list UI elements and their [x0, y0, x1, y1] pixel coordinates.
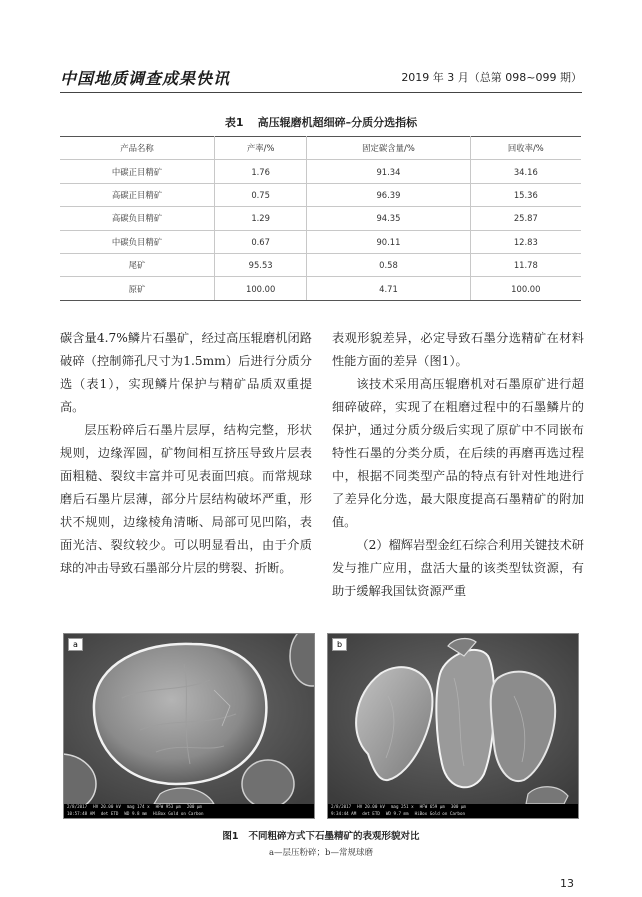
table-row [60, 230, 581, 253]
table-cell: 高碳负目精矿 [60, 207, 215, 230]
body-paragraph: （2）榴辉岩型金红石综合利用关键技术研发与推广应用，盘活大量的该类型钛资源，有助于缓解我国钛资源严重 [332, 538, 584, 598]
table-cell: 34.16 [470, 160, 581, 183]
figure-caption [0, 828, 642, 842]
table-cell: 11.78 [470, 253, 581, 276]
sem-hfw: HFW 953 μm [155, 804, 181, 809]
right-column [332, 327, 584, 603]
sem-scale: 300 μm [450, 804, 466, 809]
sem-scale: 200 μm [186, 804, 202, 809]
sem-time: 10:57:48 AM [67, 810, 95, 816]
table-cell: 95.53 [215, 253, 307, 276]
table-cell: 0.75 [215, 183, 307, 206]
table-cell: 90.11 [307, 230, 470, 253]
table-row [60, 253, 581, 276]
table-row [60, 277, 581, 300]
table-row [60, 183, 581, 206]
sem-image-b [327, 633, 579, 819]
sem-mag: mag 251 x [390, 804, 414, 809]
sem-date: 2/8/2017 [331, 804, 352, 809]
table-cell: 1.76 [215, 160, 307, 183]
table-cell: 0.67 [215, 230, 307, 253]
table-cell: 原矿 [60, 277, 215, 300]
panel-label-b: b [332, 638, 347, 651]
table-header-row [60, 137, 581, 160]
graphite-flake-image-a [64, 634, 314, 804]
table-cell: 0.58 [307, 253, 470, 276]
table-cell: 100.00 [215, 277, 307, 300]
header-rule [60, 92, 582, 93]
figure-number: 图1 [222, 831, 239, 842]
figure-subcaption: a—层压粉碎；b—常规球磨 [268, 848, 373, 858]
table-cell: 94.35 [307, 207, 470, 230]
sem-hv: HV 20.00 kV [93, 804, 121, 809]
body-paragraph: 层压粉碎后石墨片层厚，结构完整，形状规则，边缘浑圆，矿物间相互挤压导致片层表面粗糙、裂纹丰富并可见表面凹痕。而常规球磨后石墨片层薄，部分片层结构破坏严重，形状不规则，边缘棱角清晰、局部可见凹陷，表面光洁、裂纹较少。可以明显看出，由于介质球的冲击导致石墨部分片层的劈裂、折断。 [60, 423, 312, 575]
left-column [60, 327, 312, 580]
sem-image-a [63, 633, 315, 819]
sem-info-bar-a [64, 804, 314, 818]
column-header: 固定碳含量/% [307, 137, 470, 160]
sem-time: 9:34:44 AM [331, 810, 357, 816]
sem-sample: HiBox Gold on Carbon [153, 810, 204, 816]
sem-mag: mag 174 x [126, 804, 150, 809]
table-row [60, 160, 581, 183]
table-cell: 中碳负目精矿 [60, 230, 215, 253]
sem-wd: WD 9.8 mm [124, 810, 148, 816]
graphite-flake-image-b [328, 634, 578, 804]
table-cell: 100.00 [470, 277, 581, 300]
column-header: 回收率/% [470, 137, 581, 160]
table-cell: 4.71 [307, 277, 470, 300]
sem-det: det ETD [100, 810, 119, 816]
column-header: 产率/% [215, 137, 307, 160]
sem-date: 2/8/2017 [67, 804, 88, 809]
table-number: 表1 [224, 116, 244, 129]
table-cell: 91.34 [307, 160, 470, 183]
table-cell: 1.29 [215, 207, 307, 230]
data-table [60, 136, 581, 301]
sem-sample: HiBox Gold on Carbon [414, 810, 465, 816]
table-cell: 高碳正目精矿 [60, 183, 215, 206]
body-paragraph: 碳含量4.7%鳞片石墨矿，经过高压辊磨机闭路破碎（控制筛孔尺寸为1.5mm）后进行分质分选（表1），实现鳞片保护与精矿品质双重提高。 [60, 331, 312, 414]
page-number: 13 [560, 877, 574, 890]
table-row [60, 207, 581, 230]
table-cell: 15.36 [470, 183, 581, 206]
column-header: 产品名称 [60, 137, 215, 160]
table-cell: 中碳正目精矿 [60, 160, 215, 183]
table-caption [0, 114, 642, 130]
sem-hv: HV 20.00 kV [357, 804, 385, 809]
table-cell: 25.87 [470, 207, 581, 230]
sem-hfw: HFW 659 μm [419, 804, 445, 809]
figure-title: 不同粗碎方式下石墨精矿的表观形貌对比 [248, 831, 420, 842]
journal-title: 中国地质调查成果快讯 [60, 69, 231, 88]
table-cell: 尾矿 [60, 253, 215, 276]
table-cell: 96.39 [307, 183, 470, 206]
panel-label-a: a [68, 638, 83, 651]
sem-wd: WD 9.7 mm [385, 810, 409, 816]
sem-info-bar-b [328, 804, 578, 818]
body-paragraph: 表观形貌差异，必定导致石墨分选精矿在材料性能方面的差异（图1）。 [332, 331, 584, 368]
table-cell: 12.83 [470, 230, 581, 253]
body-paragraph: 该技术采用高压辊磨机对石墨原矿进行超细碎破碎，实现了在粗磨过程中的石墨鳞片的保护，通过分质分级后实现了原矿中不同嵌布特性石墨的分类分质，在后续的再磨再选过程中，根据不同类型产品的特点有针对性地进行了差异化分选，最大限度提高石墨精矿的附加值。 [332, 377, 584, 529]
sem-det: det ETD [362, 810, 380, 816]
table-title: 高压辊磨机超细碎–分质分选指标 [257, 116, 418, 129]
issue-info: 2019 年 3 月（总第 098~099 期） [401, 71, 582, 84]
